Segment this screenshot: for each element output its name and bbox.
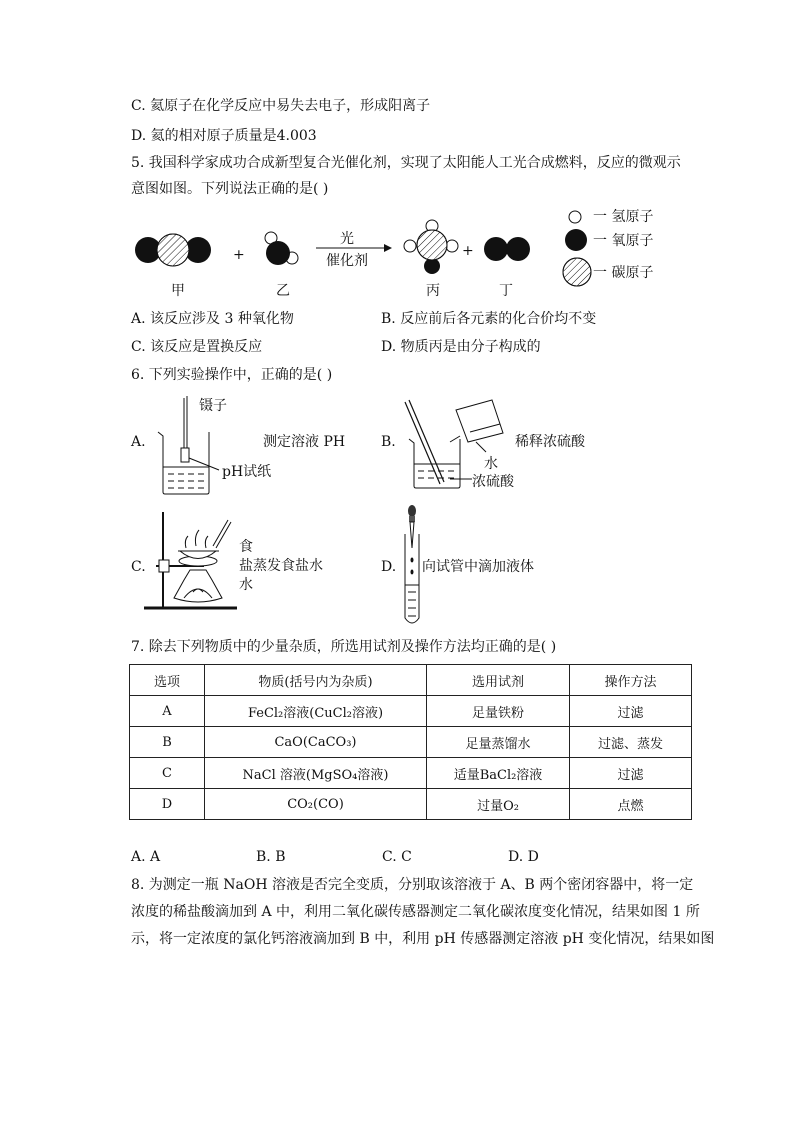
table-cell: C	[130, 758, 205, 789]
table-cell: CO₂(CO)	[205, 789, 427, 820]
label-ph-paper: pH试纸	[222, 464, 272, 480]
label-concentrated-acid: 浓硫酸	[472, 474, 514, 490]
q5-stem-line1: 5. 我国科学家成功合成新型复合光催化剂，实现了太阳能人工光合成燃料，反应的微观示	[131, 155, 681, 171]
q8-line1: 8. 为测定一瓶 NaOH 溶液是否完全变质，分别取该溶液于 A、B 两个密闭容器中，将一定	[131, 877, 694, 893]
q6-stem: 6. 下列实验操作中，正确的是( )	[131, 367, 333, 383]
col-header-option: 选项	[130, 665, 205, 696]
reaction-condition-catalyst: 催化剂	[326, 253, 368, 269]
label-jia: 甲	[171, 283, 185, 299]
label-measure-ph: 测定溶液 PH	[263, 434, 346, 450]
table-cell: 足量蒸馏水	[427, 727, 570, 758]
col-header-reagent: 选用试剂	[427, 665, 570, 696]
table-cell: 过滤、蒸发	[570, 727, 692, 758]
q5-option-c: C. 该反应是置换反应	[131, 339, 263, 355]
table-row	[130, 696, 692, 727]
label-c-line1: 食	[239, 539, 253, 555]
legend-carbon: 一 碳原子	[593, 265, 654, 281]
q7-answer-b: B. B	[256, 849, 286, 865]
q7-stem: 7. 除去下列物质中的少量杂质，所选用试剂及操作方法均正确的是( )	[131, 639, 557, 655]
q6-a-letter: A.	[131, 434, 146, 450]
table-cell: 足量铁粉	[427, 696, 570, 727]
evaporation-setup	[144, 512, 237, 608]
plus-sign-1: +	[233, 247, 245, 263]
q5-option-d: D. 物质丙是由分子构成的	[381, 339, 541, 355]
q7-answer-a: A. A	[131, 849, 161, 865]
q6-d-letter: D.	[381, 559, 397, 575]
label-c-line3: 水	[239, 577, 253, 593]
table-cell: D	[130, 789, 205, 820]
table-row	[130, 789, 692, 820]
table-cell: FeCl₂溶液(CuCl₂溶液)	[205, 696, 427, 727]
q5-option-b: B. 反应前后各元素的化合价均不变	[381, 311, 597, 327]
q4-option-c: C. 氦原子在化学反应中易失去电子，形成阳离子	[131, 98, 431, 114]
table-row	[130, 727, 692, 758]
q5-stem-line2: 意图如图。下列说法正确的是( )	[131, 181, 329, 197]
label-bing: 丙	[426, 283, 440, 299]
table-cell: NaCl 溶液(MgSO₄溶液)	[205, 758, 427, 789]
q8-line3: 示，将一定浓度的氯化钙溶液滴加到 B 中，利用 pH 传感器测定溶液 pH 变化情况，结果如图	[131, 931, 715, 947]
test-tube-dropper	[405, 505, 419, 623]
table-cell: 过量O₂	[427, 789, 570, 820]
table-cell: 适量BaCl₂溶液	[427, 758, 570, 789]
plus-sign-2: +	[462, 243, 474, 259]
label-water: 水	[484, 456, 498, 472]
reaction-condition-light: 光	[340, 231, 354, 247]
label-tweezers: 镊子	[199, 398, 227, 414]
q8-line2: 浓度的稀盐酸滴加到 A 中，利用二氧化碳传感器测定二氧化碳浓度变化情况，结果如图 1 所	[131, 904, 700, 920]
label-add-liquid: 向试管中滴加液体	[422, 559, 534, 575]
label-c-line2: 盐蒸发食盐水	[239, 558, 323, 574]
q7-answer-c: C. C	[382, 849, 412, 865]
label-ding: 丁	[499, 283, 513, 299]
table-cell: B	[130, 727, 205, 758]
q6-b-letter: B.	[381, 434, 396, 450]
table-row	[130, 758, 692, 789]
table-cell: A	[130, 696, 205, 727]
legend-hydrogen: 一 氢原子	[593, 209, 654, 225]
col-header-substance: 物质(括号内为杂质)	[205, 665, 427, 696]
col-header-method: 操作方法	[570, 665, 692, 696]
q7-answer-d: D. D	[508, 849, 539, 865]
legend-oxygen: 一 氧原子	[593, 233, 654, 249]
impurity-removal-table	[129, 664, 692, 820]
table-cell: 过滤	[570, 758, 692, 789]
table-cell: 过滤	[570, 696, 692, 727]
label-yi: 乙	[276, 283, 290, 299]
q4-option-d: D. 氦的相对原子质量是4.003	[131, 128, 317, 144]
table-cell: CaO(CaCO₃)	[205, 727, 427, 758]
q5-option-a: A. 该反应涉及 3 种氧化物	[131, 311, 294, 327]
table-header-row	[130, 665, 692, 696]
table-cell: 点燃	[570, 789, 692, 820]
label-dilute-acid: 稀释浓硫酸	[515, 434, 585, 450]
q6-c-letter: C.	[131, 559, 146, 575]
